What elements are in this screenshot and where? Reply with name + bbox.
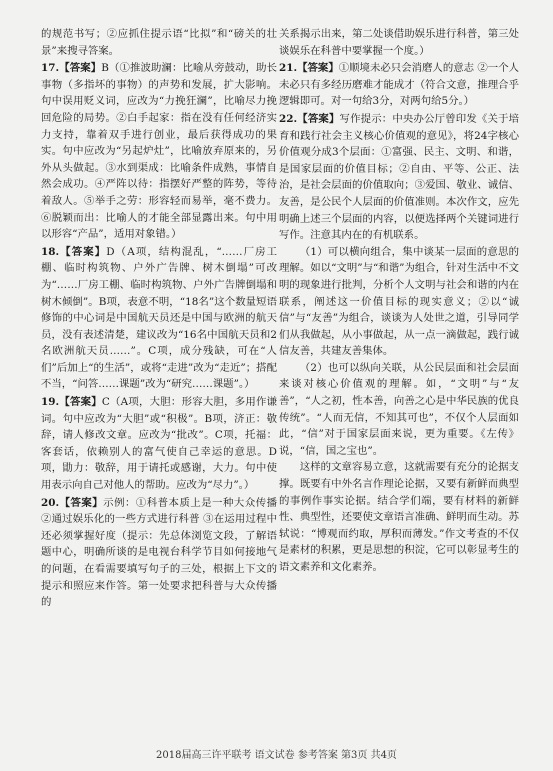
answer-22-summary: 这样的文章容易立意，这就需要有充分的论据支撑。既要有中外名言作理论论据，又要有新鲜而典型的事例作事实论据。结合学们端，要有材料的新鲜性、典型性，还要使文章语言准确、鲜明而生动。苏轼说：“博观而约取，厚积而薄发。”作文考查的不仅是素材的积累，更是思想的积淀，它可以彰显考生的语文素养和文化素养。 bbox=[279, 461, 519, 573]
answer-label: 18.【答案】 bbox=[41, 245, 107, 258]
answer-label: 17.【答案】 bbox=[41, 62, 102, 75]
answer-21: 21.【答案】①顺境未必只会消磨人的意志 ②一个人未必只有多经历磨难才能成才（符合文意，推理合乎逻辑即可。对一句给3分，对两句给5分。） bbox=[279, 62, 519, 108]
answer-20-continued: 关系揭示出来，第二处谈借助娱乐进行科普，第三处谈娱乐在科普中要掌握一个度。） bbox=[279, 28, 519, 57]
answer-18: 18.【答案】D（A项，结构混乱，“……厂房工棚、临时构筑物、户外广告牌、树木倒塌”可改为“……厂房工棚、临时构筑物、户外广告牌倒塌和树木倾倒”。B项，表意不明，“18名”这个数量短语修饰的中心词是中国航天员还是中国与欧洲的航天员，没有表述清楚，建议改为“16名中国航天员和2名欧洲航天员……”。C项，成分残缺，可在“人们”后加上“的生活”，或将“走进”改为“走近”；搭配不当，“问答……课题”改为“研究……课题”。） bbox=[41, 245, 277, 391]
answer-19: 19.【答案】C（A项，大胆：形容大胆，多用作谦词。句中应改为“大胆”或“积极”。B项，济正：敬辞，请人修改文章。应改为“批改”。C项，托福：客套话，依赖别人的富气使自己幸运的意思。D项，勖力：敬辞，用于请托或感谢，大力。句中使用表示向自己对他人的帮助。应改为“尽力”。） bbox=[41, 396, 278, 492]
left-column bbox=[41, 26, 277, 611]
answer-label: 19.【答案】 bbox=[41, 396, 102, 409]
answer-17: 17.【答案】B（①推波助澜：比喻从旁鼓动，助长事物（多指坏的事物）的声势和发展，扩大影响。句中误用贬义词，应改为“力挽狂澜”，比喻尽力挽回危险的局势。②白手起家：指在没有任何经济实力支持，靠着双手进行创业，最后获得成功的果实。句中应改为“另起炉灶”，比喻放弃原来的，另外从头做起。③水到渠成：比喻条件成熟，事情自然会成功。④严阵以待：指摆好严整的阵势，等待着敌人。⑤举手之劳：形容轻而易举，毫不费力。⑥脱颖而出：比喻人的才能全部显露出来。句中用以形容“产品”，适用对象错。） bbox=[41, 62, 277, 241]
answer-label: 22.【答案】 bbox=[279, 112, 340, 125]
paragraph-left-1: 的规范书写；②应抓住提示语“比拟”和“磅关的壮景”来搜寻答案。 bbox=[41, 28, 277, 57]
answer-22-point-2: （2）也可以纵向关联，从公民层面和社会层面来谈对核心价值观的理解。如，“文明”与“友善”，“人之初，性本善，向善之心是中华民族的优良传统”。“人而无信，不知其可也”，不仅个人层面如此，“信”对于国家层面来说，更为重要。《左传》说，“信，国之宝也”。 bbox=[279, 361, 519, 457]
answer-label: 20.【答案】 bbox=[41, 496, 104, 509]
answer-22: 22.【答案】写作提示：中央办公厅曾印发《关于培育和践行社会主义核心价值观的意见》，将24字核心价值观分成3个层面：①富强、民主、文明、和谐，是国家层面的价值目标；②自由、平等、公正、法治，是社会层面的价值取向；③爱国、敬业、诚信、友善，是公民个人层面的价值准则。本次作文，应先明确上述三个层面的内容，以便选择两个关键词进行写作。注意其内在的有机联系。 bbox=[279, 112, 520, 242]
page-footer: 2018届高三许平联考 语文试卷 参考答案 第3页 共4页 bbox=[156, 750, 397, 761]
answer-22-point-1: （1）可以横向组合，集中谈某一层面的意思的理解。如以“文明”与“和谐”为组合，针对生活中不文明的现象进行批判，分析个人文明与社会和谐的内在联系，阐述这一价值目标的现实意义；②以“诚信”与“友善”为组合，谈谈为人处世之道，引导同学们从我做起，从小事做起，从一点一滴做起，践行诚信友善，共建友善集体。 bbox=[279, 245, 519, 358]
answer-20: 20.【答案】示例：①科普本质上是一种大众传播 ②通过娱乐化的一些方式进行科普 ③在运用过程中还必须掌握好度（提示：先总体浏览文段，了解语题中心，明确所谈的是电视台科学节目如何接地气的问题，在看需要填写句子的三处，根据上下文的提示和照应来作答。第一处要求把科普与大众传播的 bbox=[41, 496, 278, 609]
answer-label: 21.【答案】 bbox=[279, 62, 339, 75]
right-column bbox=[279, 26, 519, 576]
